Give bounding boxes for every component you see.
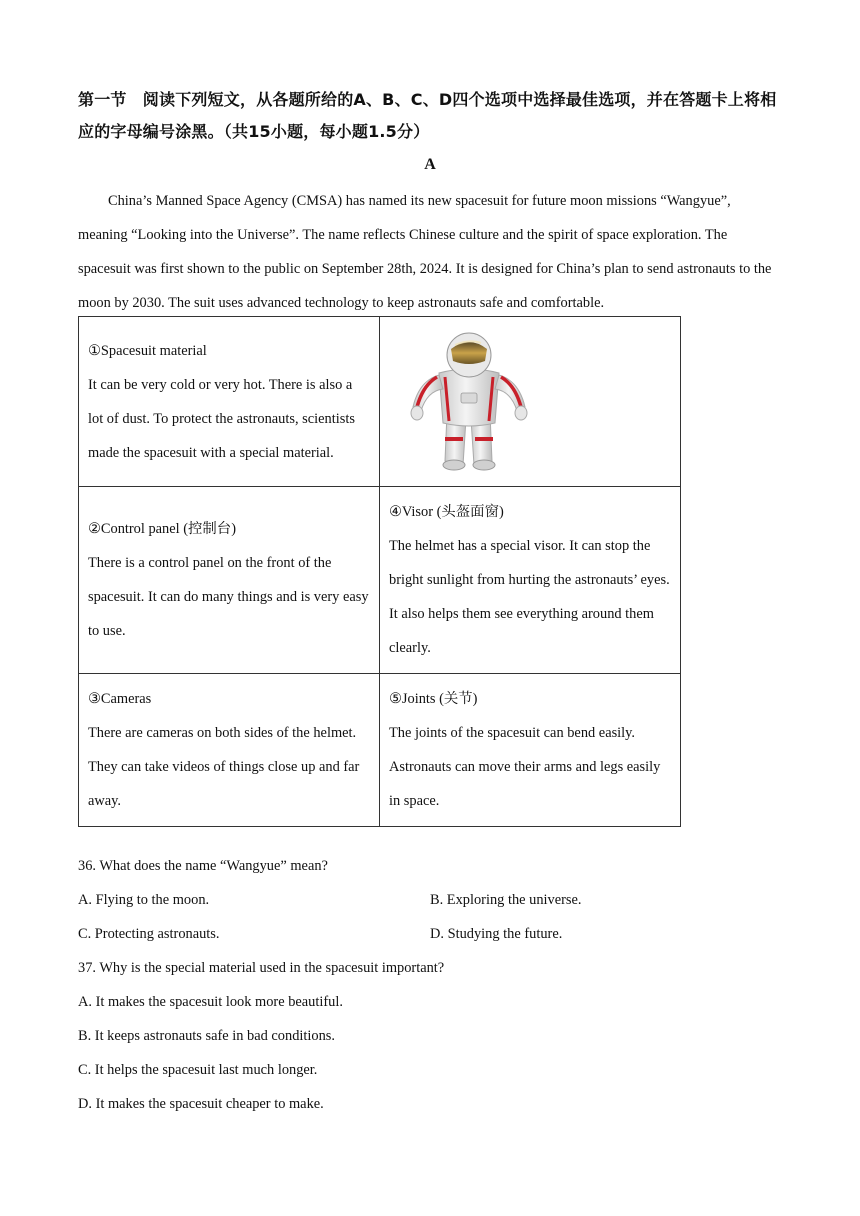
cell-title: ①Spacesuit material [88,342,207,359]
table-row [79,317,681,487]
table-cell-material [79,317,380,487]
cell-body: There is a control panel on the front of the spacesuit. It can do many things and is very easy to use. [88,555,369,639]
table-cell-cameras [79,674,380,827]
table-row [79,674,681,827]
question-36-option-b[interactable]: B. Exploring the universe. [430,892,582,908]
cell-title: ⑤Joints (关节) [389,691,478,707]
cell-body: The joints of the spacesuit can bend easily. Astronauts can move their arms and legs easily in space. [389,725,661,809]
question-36-stem: 36. What does the name “Wangyue” mean? [78,858,328,874]
question-37-option-a[interactable]: A. It makes the spacesuit look more beautiful. [78,994,343,1010]
table-row [79,487,681,674]
question-37-option-d[interactable]: D. It makes the spacesuit cheaper to make. [78,1096,324,1112]
question-37-stem: 37. Why is the special material used in the spacesuit important? [78,960,445,976]
astronaut-spacesuit-image [389,331,549,473]
section-heading: 第一节 阅读下列短文，从各题所给的A、B、C、D四个选项中选择最佳选项，并在答题卡上将相应的字母编号涂黑。（共15小题，每小题1.5分） [78,90,777,141]
question-36-option-c[interactable]: C. Protecting astronauts. [78,926,220,942]
spacesuit-features-table [78,316,681,827]
question-37-option-c[interactable]: C. It helps the spacesuit last much longer. [78,1062,318,1078]
cell-title: ④Visor (头盔面窗) [389,504,504,520]
question-36-option-d[interactable]: D. Studying the future. [430,926,563,942]
cell-body: The helmet has a special visor. It can stop the bright sunlight from hurting the astronauts’ eyes. It also helps them see everything around them clearly. [389,538,670,656]
table-cell-joints [380,674,681,827]
table-cell-image [380,317,681,487]
question-36-option-a[interactable]: A. Flying to the moon. [78,892,210,908]
question-37-option-b[interactable]: B. It keeps astronauts safe in bad conditions. [78,1028,335,1044]
table-cell-control-panel [79,487,380,674]
cell-title: ②Control panel (控制台) [88,521,236,537]
cell-body: There are cameras on both sides of the helmet. They can take videos of things close up and far away. [88,725,360,809]
cell-body: It can be very cold or very hot. There is also a lot of dust. To protect the astronauts, scientists made the spacesuit with a special material. [88,376,355,461]
table-cell-visor [380,487,681,674]
cell-title: ③Cameras [88,691,152,707]
passage-letter: A [424,156,436,173]
passage-text: China’s Manned Space Agency (CMSA) has named its new spacesuit for future moon missions “Wangyue”, meaning “Looking into the Universe”. The name reflects Chinese culture and the spirit of space exploration. The spacesuit was first shown to the public on September 28th, 2024. It is designed for China’s plan to send astronauts to the moon by 2030. The suit uses advanced technology to keep astronauts safe and comfortable. [78,193,772,311]
